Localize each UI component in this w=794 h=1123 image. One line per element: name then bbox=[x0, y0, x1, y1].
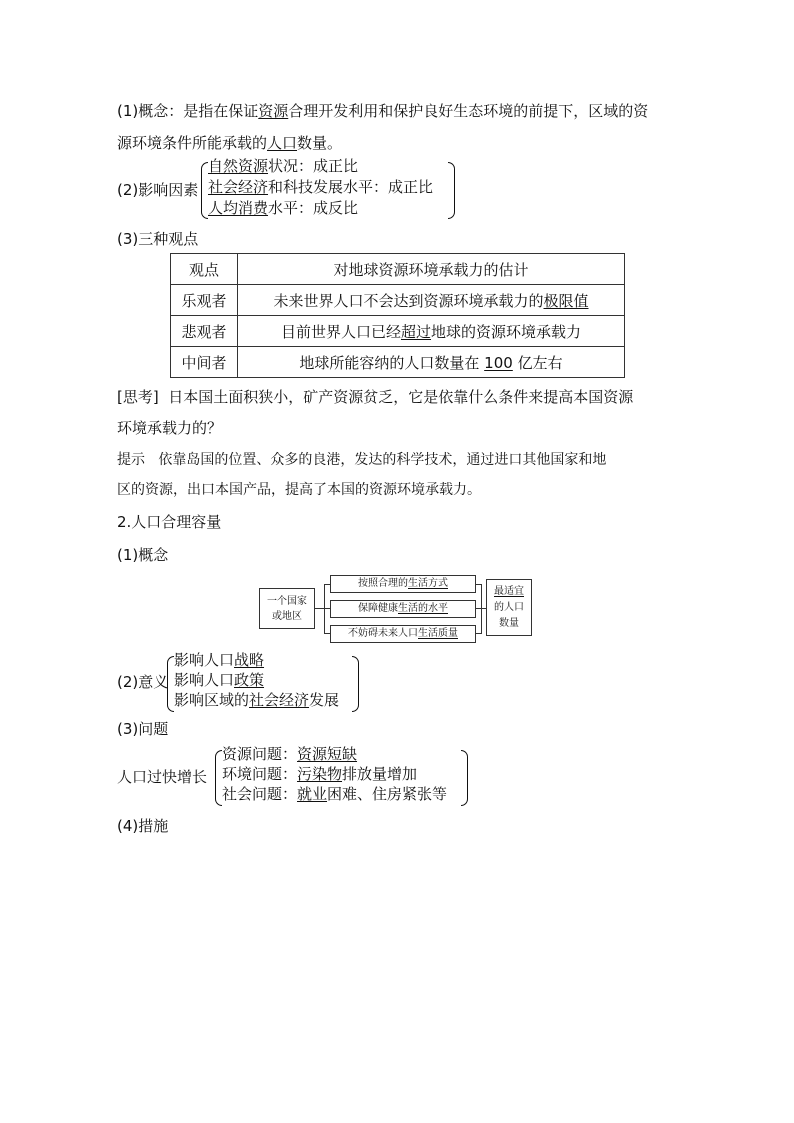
left-brace bbox=[201, 162, 208, 219]
table-header-cell: 观点 bbox=[171, 254, 238, 285]
problem-3: 社会问题：就业困难、住房紧张等 bbox=[222, 785, 448, 803]
measures-label: (4)措施 bbox=[117, 817, 169, 835]
concept-line-1: (1)概念：是指在保证资源合理开发利用和保护良好生态环境的前提下，区域的资 bbox=[117, 102, 649, 120]
underline-resource: 资源 bbox=[258, 102, 289, 120]
table-cell-estimate: 目前世界人口已经超过地球的资源环境承载力 bbox=[238, 316, 625, 347]
factors-label: (2)影响因素 bbox=[117, 181, 199, 199]
meaning-1: 影响人口战略 bbox=[174, 651, 265, 669]
underline-population: 人口 bbox=[267, 134, 298, 152]
meaning-2: 影响人口政策 bbox=[174, 671, 265, 689]
table-cell-view: 乐观者 bbox=[171, 285, 238, 316]
think-line-1: [思考] 日本国土面积狭小，矿产资源贫乏，它是依靠什么条件来提高本国资源 bbox=[117, 388, 634, 406]
meaning-label: (2)意义 bbox=[117, 673, 169, 691]
table-header-cell: 对地球资源环境承载力的估计 bbox=[238, 254, 625, 285]
concept-label: (1)概念 bbox=[117, 546, 169, 564]
factor-1: 自然资源状况：成正比 bbox=[208, 157, 359, 175]
connector-line bbox=[481, 584, 482, 634]
connector-line bbox=[324, 584, 325, 634]
factor-3: 人均消费水平：成反比 bbox=[208, 199, 359, 217]
diagram-middle-box-1: 按照合理的生活方式 bbox=[330, 575, 476, 593]
views-table bbox=[170, 253, 625, 378]
left-brace bbox=[167, 656, 174, 712]
table-cell-view: 悲观者 bbox=[171, 316, 238, 347]
problem-2: 环境问题：污染物排放量增加 bbox=[222, 765, 418, 783]
table-header-row bbox=[171, 254, 625, 285]
right-brace bbox=[352, 656, 359, 712]
table-cell-estimate: 地球所能容纳的人口数量在 100 亿左右 bbox=[238, 347, 625, 378]
hint-line-1: 提示 依靠岛国的位置、众多的良港，发达的科学技术，通过进口其他国家和地 bbox=[117, 452, 607, 468]
think-line-2: 环境承载力的？ bbox=[117, 419, 223, 437]
concept-line-2: 源环境条件所能承载的人口数量。 bbox=[117, 134, 343, 152]
meaning-3: 影响区域的社会经济发展 bbox=[174, 691, 340, 709]
diagram-left-box: 一个国家 或地区 bbox=[259, 588, 315, 629]
table-cell-estimate: 未来世界人口不会达到资源环境承载力的极限值 bbox=[238, 285, 625, 316]
diagram-middle-box-2: 保障健康生活的水平 bbox=[330, 600, 476, 618]
left-brace bbox=[215, 750, 222, 806]
right-brace bbox=[461, 750, 468, 806]
table-cell-view: 中间者 bbox=[171, 347, 238, 378]
problem-1: 资源问题：资源短缺 bbox=[222, 745, 358, 763]
table-row bbox=[171, 316, 625, 347]
diagram-middle-box-3: 不妨碍未来人口生活质量 bbox=[330, 625, 476, 643]
growth-label: 人口过快增长 bbox=[117, 768, 208, 786]
problem-label: (3)问题 bbox=[117, 720, 169, 738]
views-title: (3)三种观点 bbox=[117, 230, 199, 248]
table-row bbox=[171, 347, 625, 378]
table-row bbox=[171, 285, 625, 316]
hint-line-2: 区的资源，出口本国产品，提高了本国的资源环境承载力。 bbox=[117, 482, 481, 498]
section-2-title: 2.人口合理容量 bbox=[117, 513, 222, 531]
right-brace bbox=[448, 162, 455, 219]
connector-line bbox=[315, 608, 324, 609]
factor-2: 社会经济和科技发展水平：成正比 bbox=[208, 178, 434, 196]
diagram-right-box: 最适宜 的人口 数量 bbox=[486, 579, 532, 636]
